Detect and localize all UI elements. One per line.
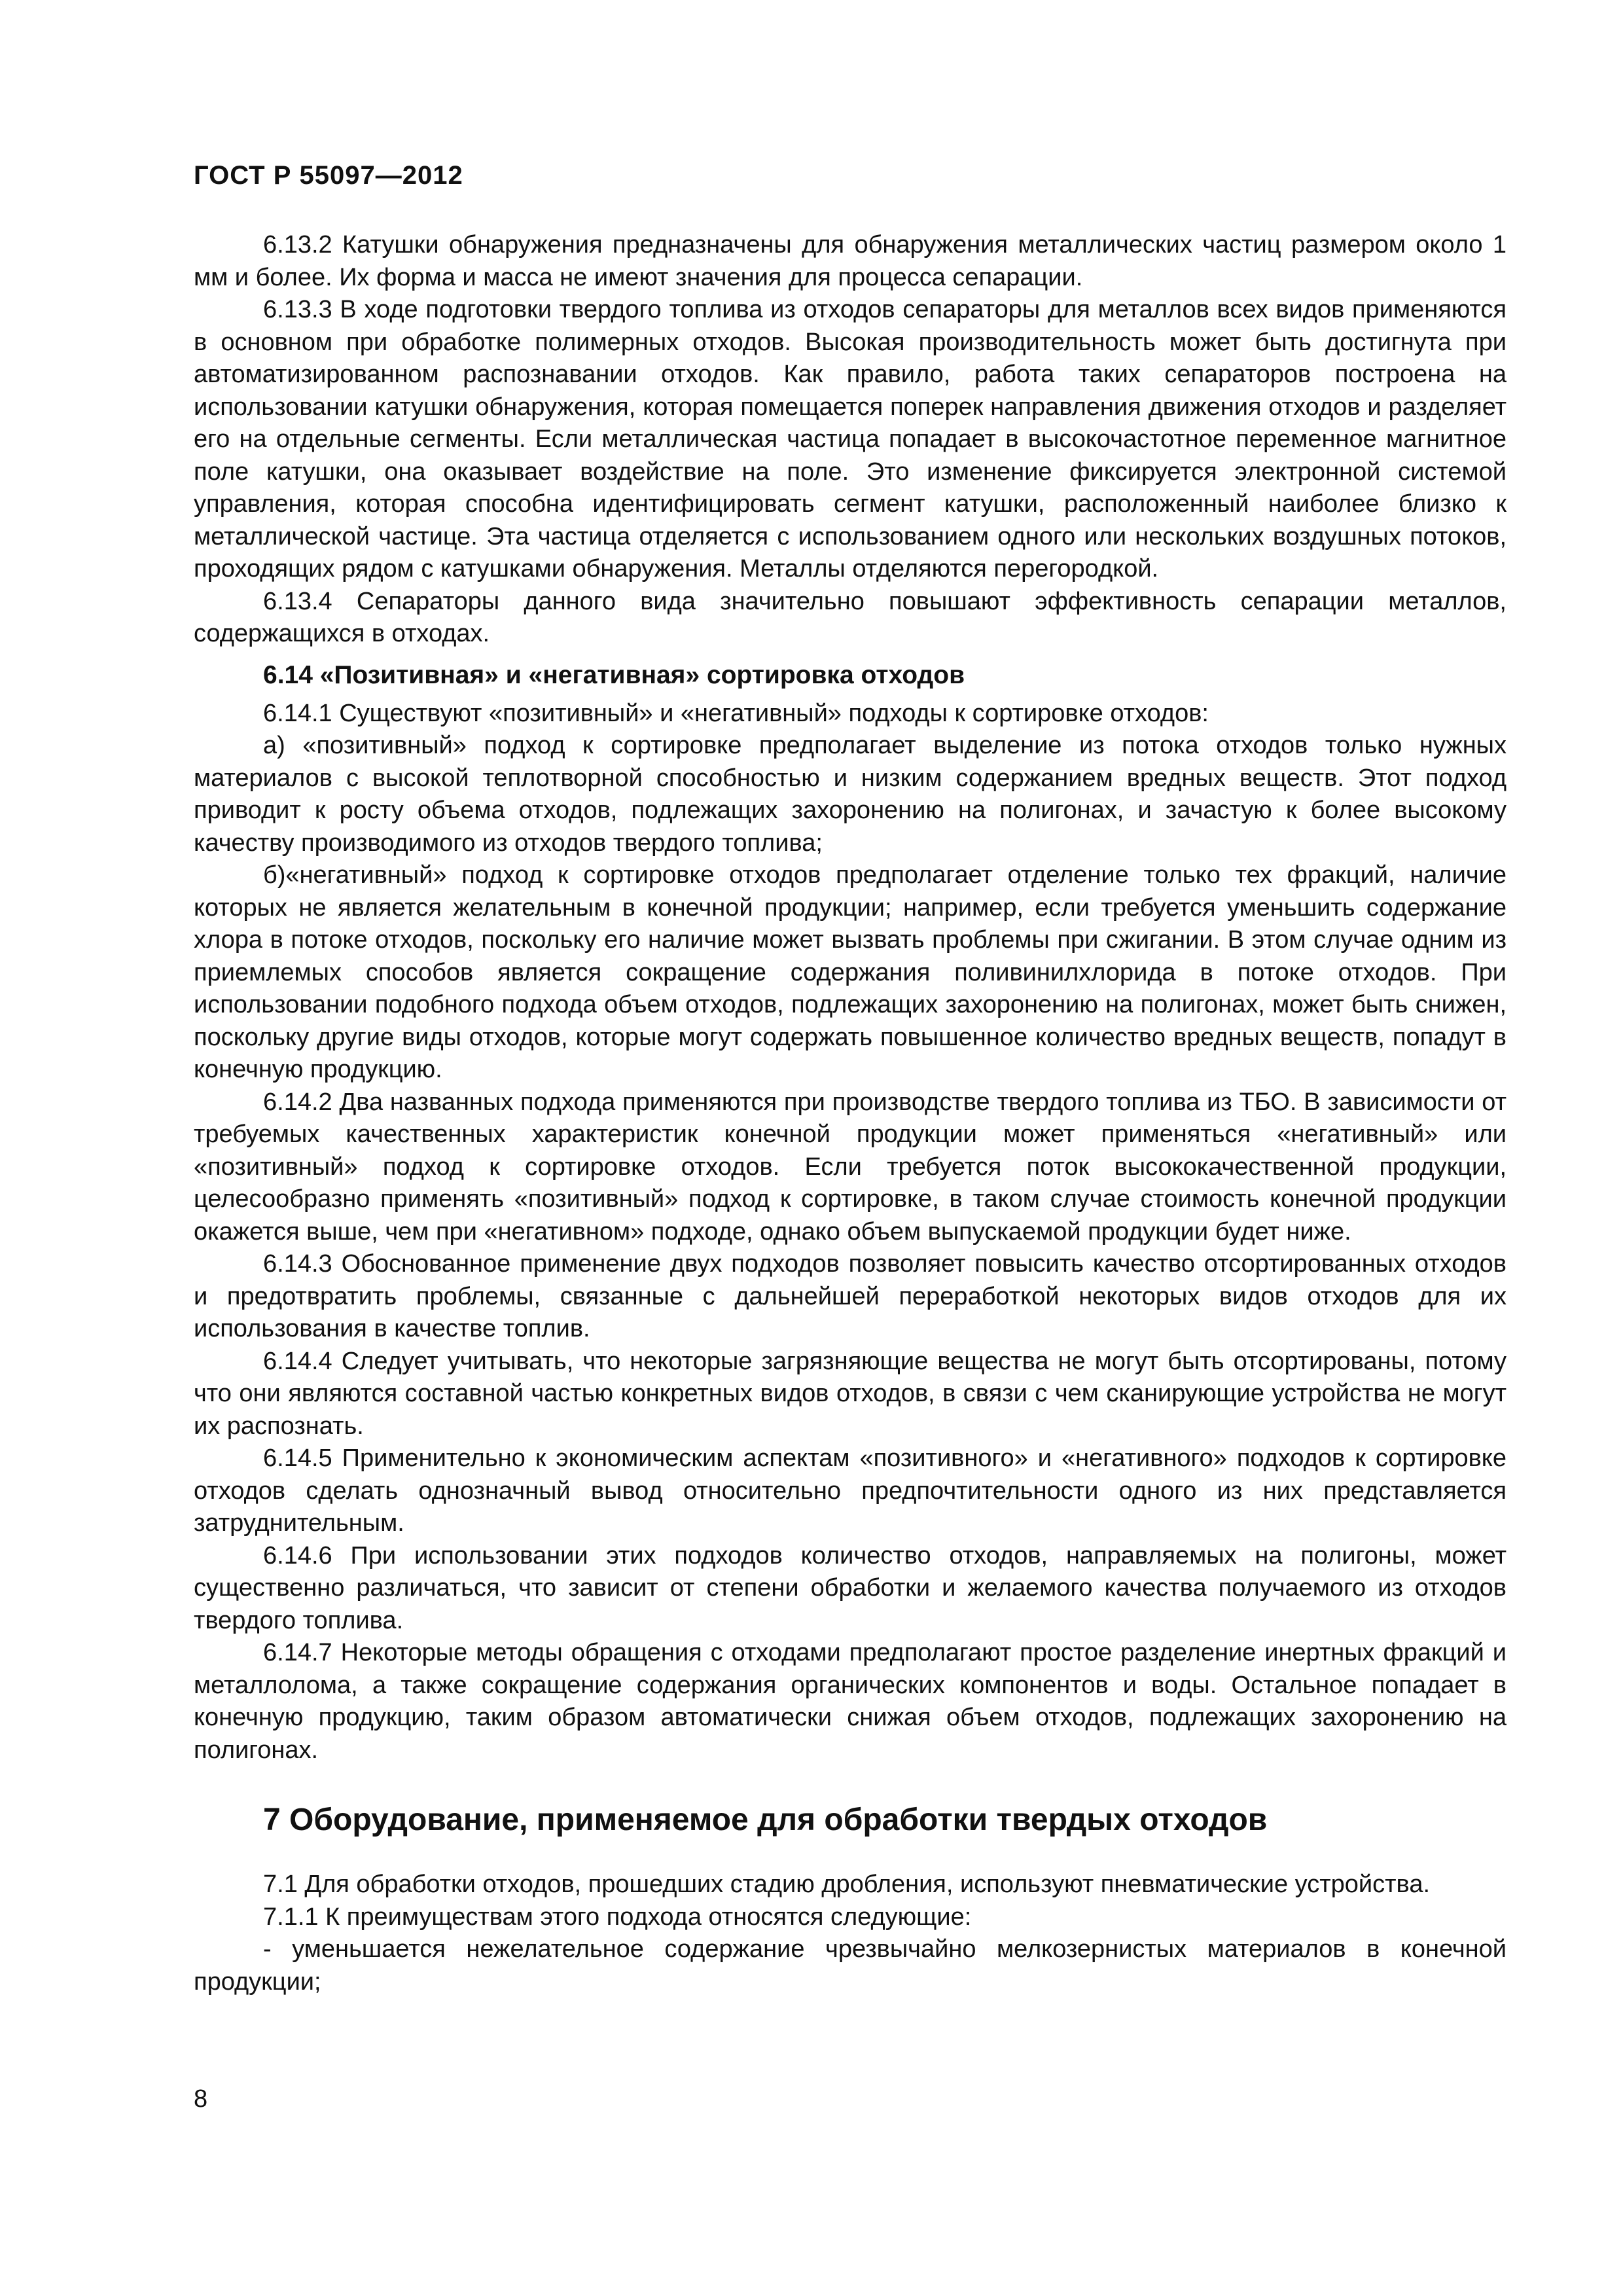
paragraph-6-14-7: 6.14.7 Некоторые методы обращения с отходами предполагают простое разделение инертных фракций и металлолома, а также сокращение содержания органических компонентов и воды. Остальное попадает в конечную продукцию, таким образом автоматически снижая объем отходов, подлежащих захоронению на полигонах. [194, 1639, 1507, 1764]
document-header-title: ГОСТ Р 55097—2012 [194, 161, 463, 190]
list-item-b: б)«негативный» подход к сортировке отходов предполагает отделение только тех фракций, наличие которых не является желательным в конечной продукции; например, если требуется уменьшить содержание хлора в потоке отходов, поскольку его наличие может вызвать проблемы при сжигании. В этом случае одним из приемлемых способов является сокращение содержания поливинилхлорида в потоке отходов. При использовании подобного подхода объем отходов, подлежащих захоронению на полигонах, может быть снижен, поскольку другие виды отходов, которые могут содержать повышенное количество вредных веществ, попадут в конечную продукцию. [194, 861, 1507, 1083]
paragraph-6-14-4: 6.14.4 Следует учитывать, что некоторые загрязняющие вещества не могут быть отсортированы, потому что они являются составной частью конкретных видов отходов, в связи с чем сканирующие устройства не могут их распознать. [194, 1347, 1507, 1440]
paragraph-6-13-3: 6.13.3 В ходе подготовки твердого топлива из отходов сепараторы для металлов всех видов применяются в основном при обработке полимерных отходов. Высокая производительность может быть достигнута при автоматизированном распознавании отходов. Как правило, работа таких сепараторов построена на использовании катушки обнаружения, которая помещается поперек направления движения отходов и разделяет его на отдельные сегменты. Если металлическая частица попадает в высокочастотное переменное магнитное поле катушки, она оказывает воздействие на поле. Это изменение фиксируется электронной системой управления, которая способна идентифицировать сегмент катушки, расположенный наиболее близко к металлической частице. Эта частица отделяется с использованием одного или нескольких воздушных потоков, проходящих рядом с катушками обнаружения. Металлы отделяются перегородкой. [194, 296, 1507, 583]
paragraph-6-13-4: 6.13.4 Сепараторы данного вида значительно повышают эффективность сепарации металлов, содержащихся в отходах. [194, 587, 1507, 647]
paragraph-7-1: 7.1 Для обработки отходов, прошедших стадию дробления, используют пневматические устройства. [263, 1871, 1431, 1898]
paragraph-6-14-5: 6.14.5 Применительно к экономическим аспектам «позитивного» и «негативного» подходов к сортировке отходов сделать однозначный вывод относительно предпочтительности одного из них представляется затруднительным. [194, 1444, 1507, 1537]
paragraph-7-1-1: 7.1.1 К преимуществам этого подхода относятся следующие: [263, 1903, 972, 1931]
paragraph-6-14-2: 6.14.2 Два названных подхода применяются при производстве твердого топлива из ТБО. В зависимости от требуемых качественных характеристик конечной продукции может применяться «негативный» или «позитивный» подход к сортировке отходов. Если требуется поток высококачественной продукции, целесообразно применять «позитивный» подход к сортировке, в таком случае стоимость конечной продукции окажется выше, чем при «негативном» подходе, однако объем выпускаемой продукции будет ниже. [194, 1088, 1507, 1246]
document-body [194, 229, 1507, 1998]
section-7-heading: 7 Оборудование, применяемое для обработки твердых отходов [263, 1803, 1268, 1837]
paragraph-6-14-1: 6.14.1 Существуют «позитивный» и «негативный» подходы к сортировке отходов: [263, 699, 1209, 727]
section-6-14-heading: 6.14 «Позитивная» и «негативная» сортировка отходов [263, 660, 965, 689]
page-number: 8 [194, 2085, 208, 2113]
paragraph-6-14-3: 6.14.3 Обоснованное применение двух подходов позволяет повысить качество отсортированных отходов и предотвратить проблемы, связанные с дальнейшей переработкой некоторых видов отходов для их использования в качестве топлив. [194, 1250, 1507, 1342]
paragraph-6-14-6: 6.14.6 При использовании этих подходов количество отходов, направляемых на полигоны, может существенно различаться, что зависит от степени обработки и желаемого качества получаемого из отходов твердого топлива. [194, 1541, 1507, 1634]
list-item-dash: - уменьшается нежелательное содержание чрезвычайно мелкозернистых материалов в конечной продукции; [194, 1935, 1507, 1996]
list-item-a: а) «позитивный» подход к сортировке предполагает выделение из потока отходов только нужных материалов с высокой теплотворной способностью и низким содержанием вредных веществ. Этот подход приводит к росту объема отходов, подлежащих захоронению на полигонах, и зачастую к более высокому качеству производимого из отходов твердого топлива; [194, 732, 1507, 857]
paragraph-6-13-2: 6.13.2 Катушки обнаружения предназначены для обнаружения металлических частиц размером около 1 мм и более. Их форма и масса не имеют значения для процесса сепарации. [194, 231, 1507, 291]
